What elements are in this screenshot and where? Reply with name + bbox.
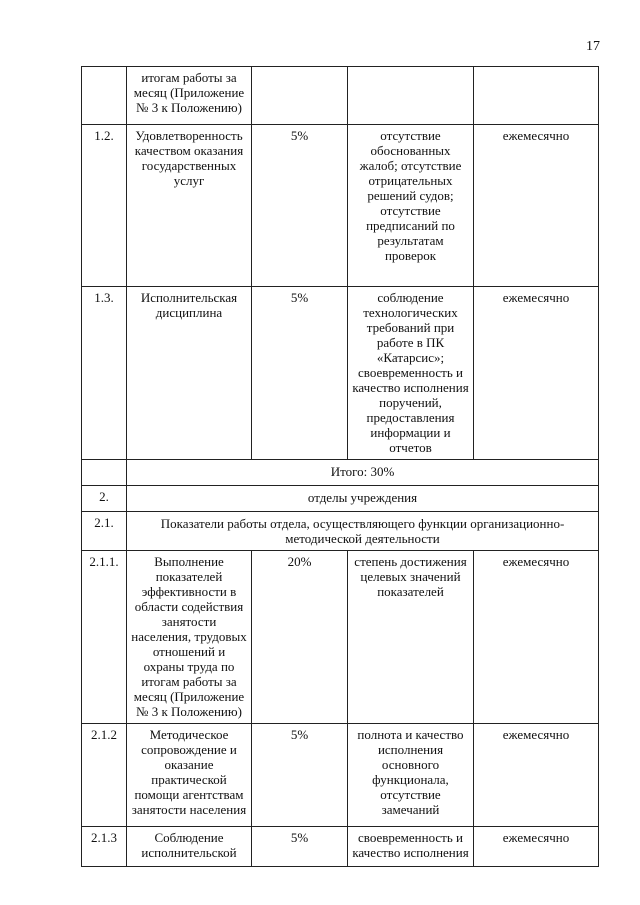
subsection-title: Показатели работы отдела, осуществляющего функции организационно-методической деятельности [127, 512, 599, 551]
cell-criterion: итогам работы за месяц (Приложение № 3 к Положению) [127, 67, 252, 125]
cell-condition: полнота и качество исполнения основного функционала, отсутствие замечаний [348, 724, 474, 827]
table-row [82, 125, 599, 287]
cell-number: 2.1.1. [82, 551, 127, 724]
cell-frequency [474, 67, 599, 125]
cell-criterion: Соблюдение исполнительской [127, 827, 252, 867]
cell-condition [348, 67, 474, 125]
cell-number: 2.1.2 [82, 724, 127, 827]
cell-condition: степень достижения целевых значений показателей [348, 551, 474, 724]
table-row-total [82, 460, 599, 486]
cell-condition: отсутствие обоснованных жалоб; отсутствие отрицательных решений судов; отсутствие предписаний по результатам проверок [348, 125, 474, 287]
criteria-table [81, 66, 599, 867]
cell-criterion: Исполнительская дисциплина [127, 287, 252, 460]
cell-frequency: ежемесячно [474, 551, 599, 724]
table-row [82, 551, 599, 724]
cell-number: 2.1.3 [82, 827, 127, 867]
table-row [82, 827, 599, 867]
total-cell: Итого: 30% [127, 460, 599, 486]
cell-criterion: Выполнение показателей эффективности в области содействия занятости населения, трудовых отношений и охраны труда по итогам работы за месяц (Приложение № 3 к Положению) [127, 551, 252, 724]
cell-number: 1.2. [82, 125, 127, 287]
cell-frequency: ежемесячно [474, 724, 599, 827]
cell-criterion: Методическое сопровождение и оказание практической помощи агентствам занятости населения [127, 724, 252, 827]
cell-weight: 5% [252, 827, 348, 867]
page-number: 17 [586, 39, 600, 54]
cell-condition: соблюдение технологических требований при работе в ПК «Катарсис»; своевременность и качество исполнения поручений, предоставления информации и отчетов [348, 287, 474, 460]
table-row [82, 67, 599, 125]
cell-criterion: Удовлетворенность качеством оказания государственных услуг [127, 125, 252, 287]
cell-number: 1.3. [82, 287, 127, 460]
cell-weight: 5% [252, 125, 348, 287]
cell-number: 2. [82, 486, 127, 512]
cell-weight: 5% [252, 724, 348, 827]
cell-frequency: ежемесячно [474, 827, 599, 867]
cell-number: 2.1. [82, 512, 127, 551]
cell-weight [252, 67, 348, 125]
cell-number [82, 67, 127, 125]
cell-weight: 5% [252, 287, 348, 460]
table-row [82, 724, 599, 827]
table-row-section [82, 486, 599, 512]
cell-weight: 20% [252, 551, 348, 724]
table-row-subsection [82, 512, 599, 551]
cell-number [82, 460, 127, 486]
table-row [82, 287, 599, 460]
section-title: отделы учреждения [127, 486, 599, 512]
cell-frequency: ежемесячно [474, 287, 599, 460]
cell-frequency: ежемесячно [474, 125, 599, 287]
cell-condition: своевременность и качество исполнения [348, 827, 474, 867]
